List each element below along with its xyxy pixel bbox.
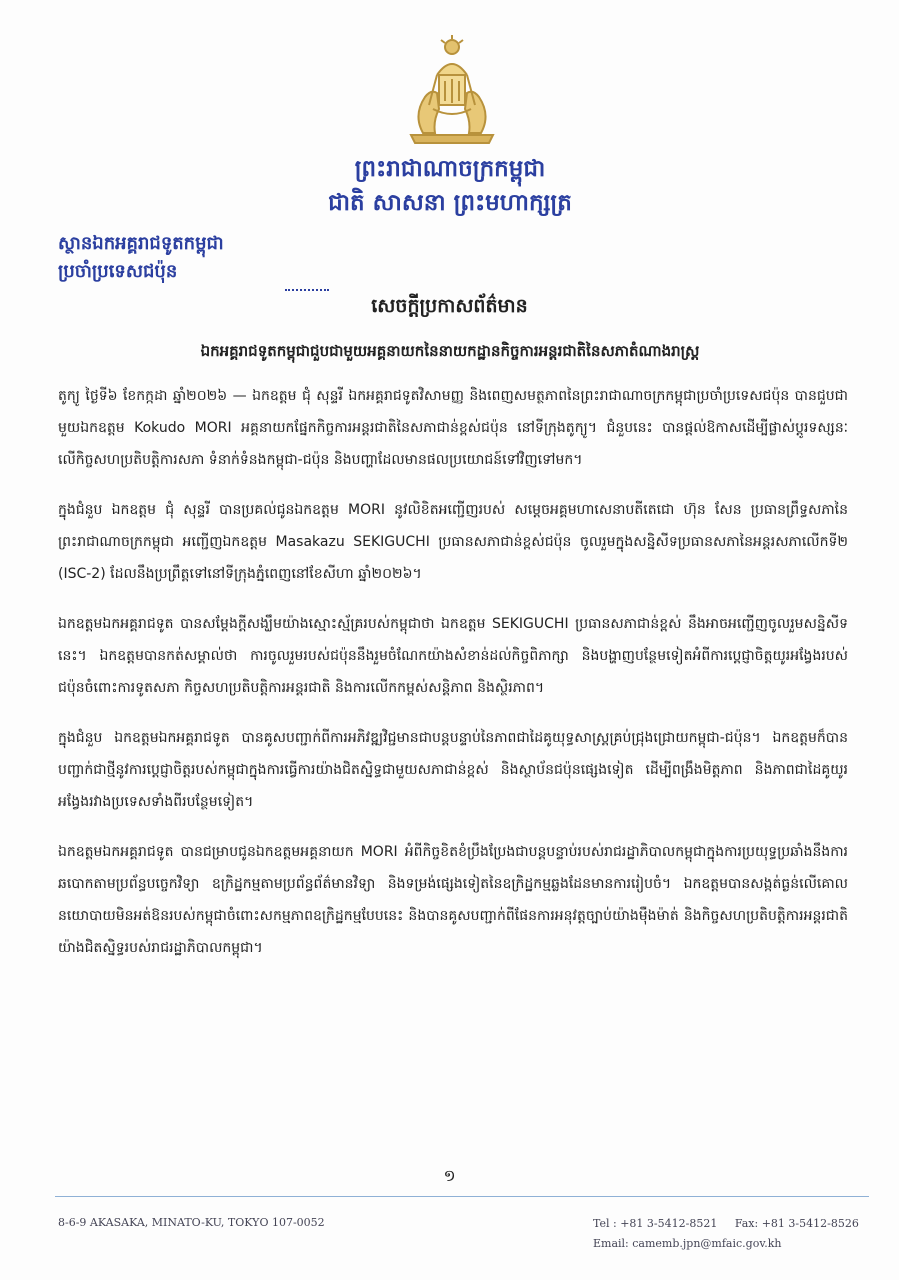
footer-address: 8-6-9 AKASAKA, MINATO-KU, TOKYO 107-0052 xyxy=(58,1216,325,1229)
embassy-location: ប្រចាំប្រទេសជប៉ុន xyxy=(58,261,178,282)
kingdom-heading xyxy=(300,152,600,220)
paragraph: ឯកឧត្តមឯកអគ្គរាជទូត បានជម្រាបជូនឯកឧត្តមអគ្គនាយក MORI អំពីកិច្ចខិតខំប្រឹងប្រែងជាបន្តបន្ទាប់របស់រាជរដ្ឋាភិបាលកម្ពុជាក្នុងការប្រយុទ្ធប្រឆាំងនឹងការឆបោកតាមប្រព័ន្ធបច្ចេកវិទ្យា ឧក្រិដ្ឋកម្មតាមប្រព័ន្ធព័ត៌មានវិទ្យា និងទម្រង់ផ្សេងទៀតនៃឧក្រិដ្ឋកម្មឆ្លងដែនមានការរៀបចំ។ ឯកឧត្តមបានសង្កត់ធ្ងន់លើគោលនយោបាយមិនអត់ឱនរបស់កម្ពុជាចំពោះសកម្មភាពឧក្រិដ្ឋកម្មបែបនេះ និងបានគូសបញ្ជាក់ពីផែនការអនុវត្តច្បាប់យ៉ាងម៉ឺងម៉ាត់ និងកិច្ចសហប្រតិបត្តិការអន្តរជាតិយ៉ាងជិតស្និទ្ធរបស់រាជរដ្ឋាភិបាលកម្ពុជា។ xyxy=(58,844,848,956)
paragraph: ក្នុងជំនួប ឯកឧត្តមឯកអគ្គរាជទូត បានគូសបញ្ជាក់ពីការអភិវឌ្ឍវិជ្ជមានជាបន្តបន្ទាប់នៃភាពជាដៃគូយុទ្ធសាស្ត្រគ្រប់ជ្រុងជ្រោយកម្ពុជា-ជប៉ុន។ ឯកឧត្តមក៏បានបញ្ជាក់ជាថ្មីនូវការប្តេជ្ញាចិត្តរបស់កម្ពុជាក្នុងការធ្វើការយ៉ាងជិតស្និទ្ធជាមួយសភាជាន់ខ្ពស់ និងស្ថាប័នជប៉ុនផ្សេងទៀត ដើម្បីពង្រឹងមិត្តភាព និងភាពជាដៃគូយូរអង្វែងរវាងប្រទេសទាំងពីរបន្ថែមទៀត។ xyxy=(58,730,848,810)
sender-block xyxy=(58,230,278,286)
paragraph: ក្នុងជំនួប ឯកឧត្តម ជុំ សុន្ទរី បានប្រគល់ជូនឯកឧត្តម MORI នូវលិខិតអញ្ជើញរបស់ សម្តេចអគ្គមហាសេនាបតីតេជោ ហ៊ុន សែន ប្រធានព្រឹទ្ធសភានៃព្រះរាជាណាចក្រកម្ពុជា អញ្ជើញឯកឧត្តម Masakazu SEKIGUCHI ប្រធានសភាជាន់ខ្ពស់ជប៉ុន ចូលរួមក្នុងសន្និសីទប្រធានសភានៃអន្តរសភាលើកទី២ (ISC-2) ដែលនឹងប្រព្រឹត្តទៅនៅទីក្រុងភ្នំពេញនៅខែសីហា ឆ្នាំ២០២៦។ xyxy=(58,502,848,582)
document-title: សេចក្តីប្រកាសព័ត៌មាន xyxy=(371,295,528,317)
footer-contact xyxy=(593,1214,873,1254)
royal-coat-of-arms-icon xyxy=(393,35,511,153)
national-motto: ជាតិ សាសនា ព្រះមហាក្សត្រ xyxy=(328,190,572,216)
document-body xyxy=(58,380,848,982)
email-link[interactable]: Email: camemb.jpn@mfaic.gov.kh xyxy=(593,1237,782,1250)
phone-fax-row xyxy=(593,1214,873,1234)
paragraph: ឯកឧត្តមឯកអគ្គរាជទូត បានសម្តែងក្តីសង្ឃឹមយ៉ាងស្មោះស្ម័គ្ររបស់កម្ពុជាថា ឯកឧត្តម SEKIGUCHI ប្រធានសភាជាន់ខ្ពស់ នឹងអាចអញ្ជើញចូលរួមសន្និសីទនេះ។ ឯកឧត្តមបានកត់សម្គាល់ថា ការចូលរួមរបស់ជប៉ុននឹងរួមចំណែកយ៉ាងសំខាន់ដល់កិច្ចពិភាក្សា និងបង្ហាញបន្ថែមទៀតអំពីការប្តេជ្ញាចិត្តយូរអង្វែងរបស់ជប៉ុនចំពោះការទូតសភា កិច្ចសហប្រតិបត្តិការអន្តរជាតិ និងការលើកកម្ពស់សន្តិភាព និងស្ថិរភាព។ xyxy=(58,616,848,696)
embassy-name: ស្ថានឯកអគ្គរាជទូតកម្ពុជា xyxy=(58,233,224,254)
telephone: Tel : +81 3-5412-8521 xyxy=(593,1217,718,1230)
press-headline: ឯកអគ្គរាជទូតកម្ពុជាជួបជាមួយអគ្គនាយកនៃនាយកដ្ឋានកិច្ចការអន្តរជាតិនៃសភាតំណាងរាស្ត្រ xyxy=(200,342,700,360)
paragraph: តូក្យូ ថ្ងៃទី៦ ខែកក្កដា ឆ្នាំ២០២៦ — ឯកឧត្តម ជុំ សុន្ទរី ឯកអគ្គរាជទូតវិសាមញ្ញ និងពេញសមត្ថភាពនៃព្រះរាជាណាចក្រកម្ពុជាប្រចាំប្រទេសជប៉ុន បានជួបជាមួយឯកឧត្តម Kokudo MORI អគ្គនាយកផ្នែកកិច្ចការអន្តរជាតិនៃសភាជាន់ខ្ពស់ជប៉ុន នៅទីក្រុងតូក្យូ។ ជំនួបនេះ បានផ្តល់ឱកាសដើម្បីផ្លាស់ប្តូរទស្សនៈលើកិច្ចសហប្រតិបត្តិការសភា ទំនាក់ទំនងកម្ពុជា-ជប៉ុន និងបញ្ហាដែលមានផលប្រយោជន៍ទៅវិញទៅមក។ xyxy=(58,388,848,468)
fax: Fax: +81 3-5412-8526 xyxy=(734,1217,859,1230)
page-number: ១ xyxy=(443,1166,456,1185)
kingdom-name: ព្រះរាជាណាចក្រកម្ពុជា xyxy=(354,156,546,182)
footer-divider xyxy=(55,1196,869,1197)
sender-divider xyxy=(285,289,329,293)
